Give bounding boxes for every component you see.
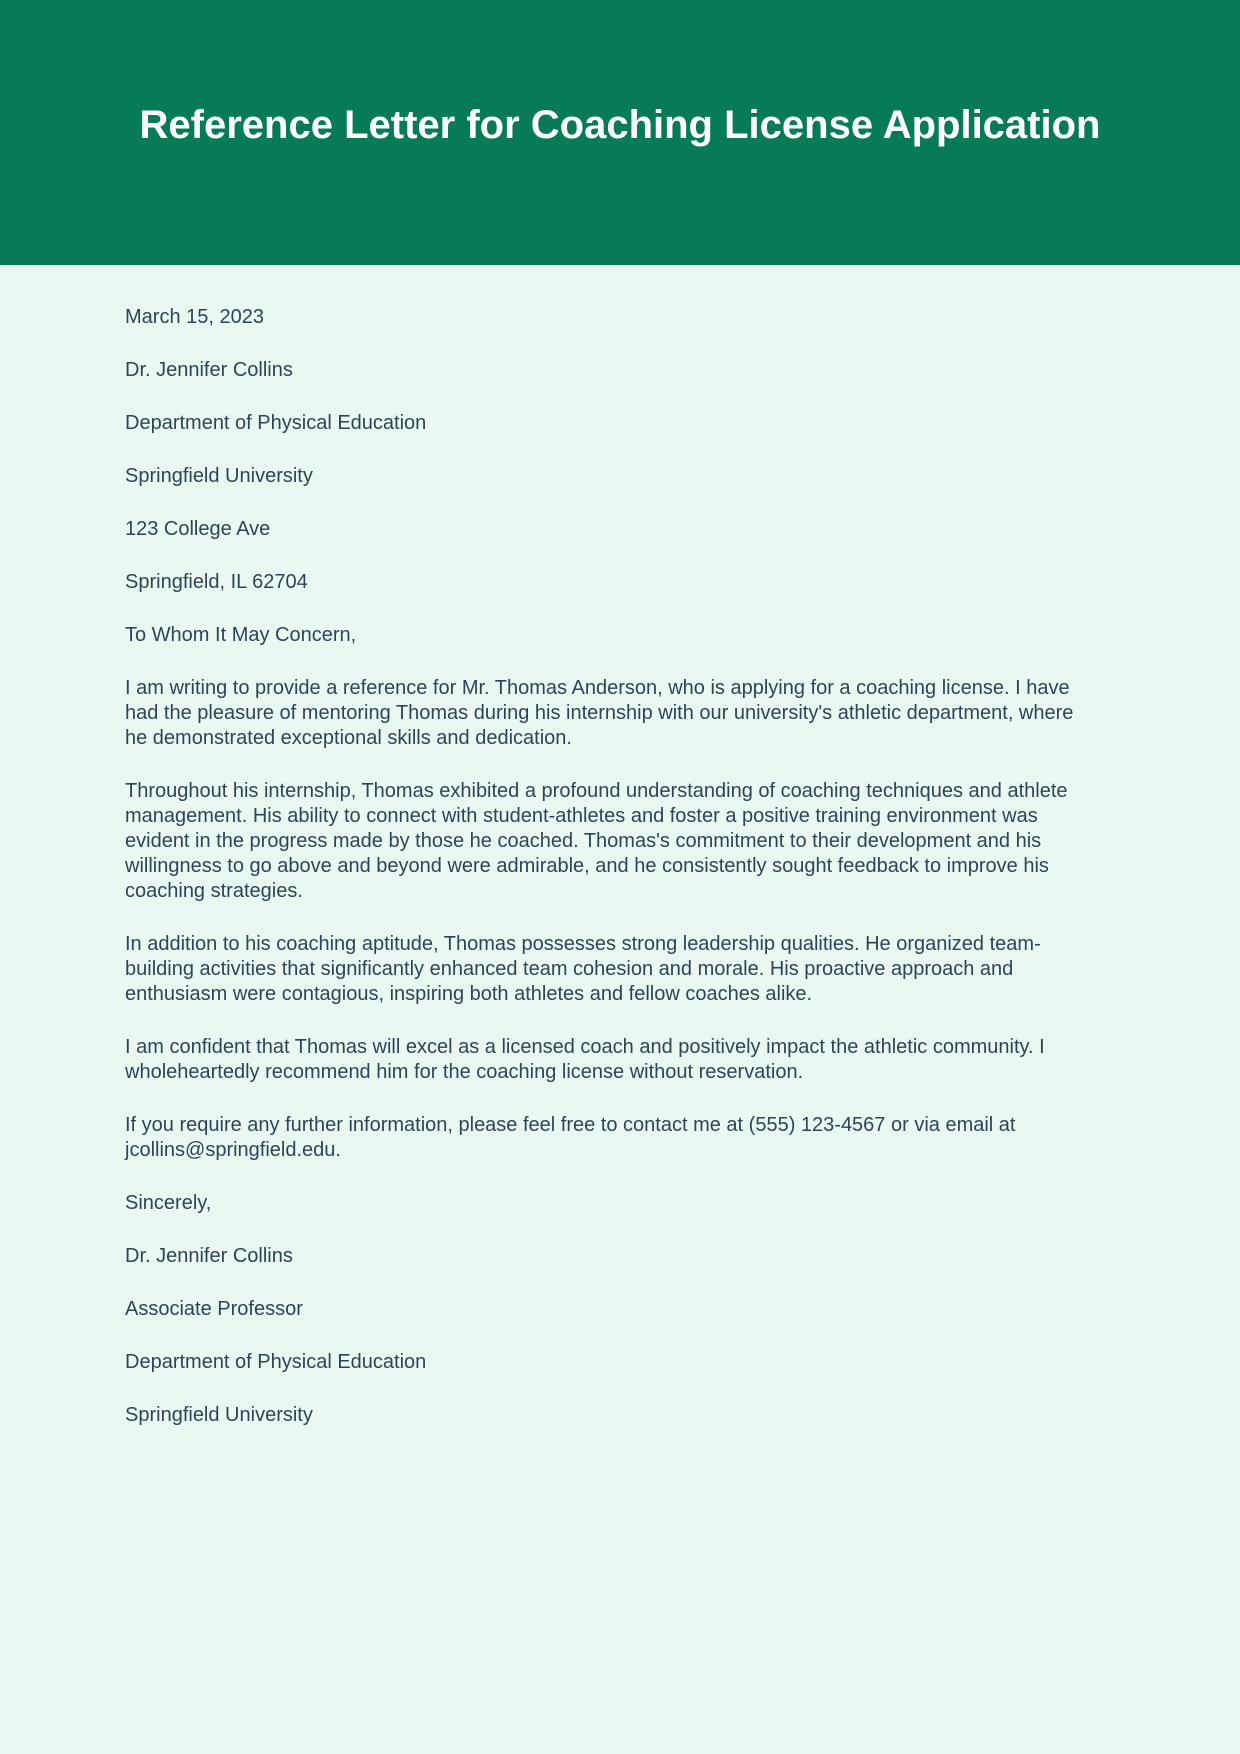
closing-line: Sincerely, — [125, 1192, 212, 1214]
letter-body — [0, 265, 1240, 1428]
body-paragraph-introduction: I am writing to provide a reference for Mr. Thomas Anderson, who is applying for a coaching license. I have had the pleasure of mentoring Thomas during his internship with our university's athletic department, where he demonstrated exceptional skills and dedication. — [125, 677, 1074, 749]
signature-name-line: Dr. Jennifer Collins — [125, 1245, 293, 1267]
body-paragraph-leadership: In addition to his coaching aptitude, Thomas possesses strong leadership qualities. He organized team-building activities that significantly enhanced team cohesion and morale. His proactive approach and enthusiasm were contagious, inspiring both athletes and fellow coaches alike. — [125, 933, 1041, 1005]
recipient-name-line: Dr. Jennifer Collins — [125, 359, 293, 381]
signature-institution-line: Springfield University — [125, 1404, 313, 1426]
signature-title-line: Associate Professor — [125, 1298, 303, 1320]
recipient-department-line: Department of Physical Education — [125, 412, 427, 434]
title-banner — [0, 0, 1240, 265]
body-paragraph-internship: Throughout his internship, Thomas exhibited a profound understanding of coaching techniques and athlete management. His ability to connect with student-athletes and foster a positive training environment was evident in the progress made by those he coached. Thomas's commitment to their development and his willingness to go above and beyond were admirable, and he consistently sought feedback to improve his coaching strategies. — [125, 780, 1068, 902]
page-title: Reference Letter for Coaching License Application — [139, 103, 1101, 147]
recipient-city-line: Springfield, IL 62704 — [125, 571, 308, 593]
body-paragraph-contact-info: If you require any further information, please feel free to contact me at (555) 123-4567 or via email at jcollins@springfield.edu. — [125, 1114, 1016, 1161]
recipient-institution-line: Springfield University — [125, 465, 313, 487]
salutation-line: To Whom It May Concern, — [125, 624, 357, 646]
recipient-street-line: 123 College Ave — [125, 518, 271, 540]
body-paragraph-recommendation: I am confident that Thomas will excel as a licensed coach and positively impact the athletic community. I wholeheartedly recommend him for the coaching license without reservation. — [125, 1036, 1045, 1083]
signature-department-line: Department of Physical Education — [125, 1351, 427, 1373]
date-line: March 15, 2023 — [125, 306, 264, 328]
